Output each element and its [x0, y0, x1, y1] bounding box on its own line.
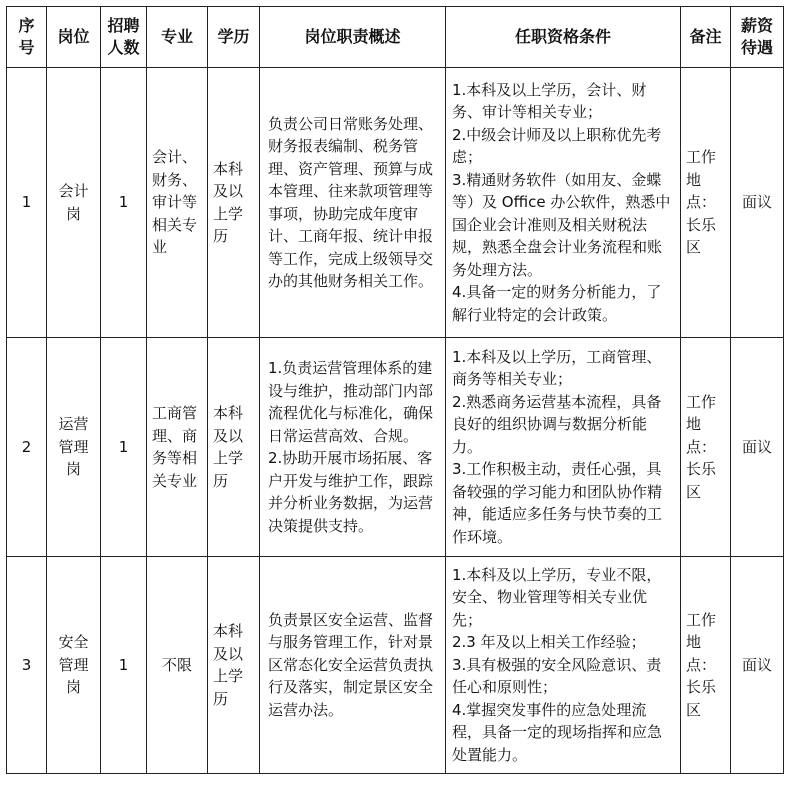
- cell-requirements: [446, 557, 681, 774]
- cell-count: 1: [101, 68, 147, 338]
- cell-requirements: [446, 68, 681, 338]
- cell-major: 工商管 理、商 务等相 关专业: [147, 338, 208, 557]
- header-duties: 岗位职责概述: [260, 7, 446, 68]
- cell-education: 本科 及以 上学 历: [208, 68, 260, 338]
- table-row: [7, 338, 784, 557]
- requirement-item: 1.本科及以上学历，工商管理、商务等相关专业；: [452, 347, 662, 389]
- duty-item: 1.负责运营管理体系的建设与维护，推动部门内部流程优化与标准化，确保日常运营高效、合规。: [268, 359, 434, 445]
- recruitment-table: [6, 6, 784, 774]
- cell-major: 不限: [147, 557, 208, 774]
- requirement-item: 2.熟悉商务运营基本流程，具备良好的组织协调与数据分析能力。: [452, 392, 662, 456]
- table-row: [7, 68, 784, 338]
- table-row: [7, 557, 784, 774]
- requirement-item: 3.具有极强的安全风险意识、责任心和原则性；: [452, 655, 662, 697]
- cell-position: 会计 岗: [47, 68, 101, 338]
- cell-position: 安全 管理 岗: [47, 557, 101, 774]
- cell-duties: 负责景区安全运营、监督与服务管理工作，针对景区常态化安全运营负责执行及落实，制定景区安全运营办法。: [260, 557, 446, 774]
- cell-remark: 工作 地 点： 长乐 区: [681, 338, 731, 557]
- cell-remark: 工作 地 点： 长乐 区: [681, 68, 731, 338]
- requirement-item: 3.工作积极主动，责任心强，具备较强的学习能力和团队协作精神，能适应多任务与快节奏的工作环境。: [452, 460, 663, 546]
- cell-salary: 面议: [731, 338, 784, 557]
- cell-seq: 3: [7, 557, 47, 774]
- cell-major: 会计、 财务、 审计等 相关专 业: [147, 68, 208, 338]
- header-seq: 序 号: [7, 7, 47, 68]
- cell-salary: 面议: [731, 557, 784, 774]
- cell-count: 1: [101, 557, 147, 774]
- header-position: 岗位: [47, 7, 101, 68]
- requirement-item: 4.掌握突发事件的应急处理流程，具备一定的现场指挥和应急处置能力。: [452, 700, 663, 764]
- header-major: 专业: [147, 7, 208, 68]
- cell-position: 运营 管理 岗: [47, 338, 101, 557]
- requirement-item: 2.3 年及以上相关工作经验；: [452, 633, 646, 652]
- cell-salary: 面议: [731, 68, 784, 338]
- cell-education: 本科 及以 上学 历: [208, 338, 260, 557]
- cell-education: 本科 及以 上学 历: [208, 557, 260, 774]
- requirement-item: 1.本科及以上学历，专业不限，安全、物业管理等相关专业优先；: [452, 565, 662, 629]
- cell-requirements: [446, 338, 681, 557]
- header-salary: 薪资 待遇: [731, 7, 784, 68]
- header-count: 招聘 人数: [101, 7, 147, 68]
- duty-item: 2.协助开展市场拓展、客户开发与维护工作，跟踪并分析业务数据，为运营决策提供支持。: [268, 449, 434, 535]
- requirement-item: 4.具备一定的财务分析能力，了解行业特定的会计政策。: [452, 283, 662, 324]
- requirement-item: 2.中级会计师及以上职称优先考虑；: [452, 125, 662, 167]
- cell-remark: 工作 地 点： 长乐 区: [681, 557, 731, 774]
- cell-seq: 2: [7, 338, 47, 557]
- requirement-item: 1.本科及以上学历，会计、财务、审计等相关专业；: [452, 80, 647, 122]
- cell-duties: [260, 338, 446, 557]
- cell-seq: 1: [7, 68, 47, 338]
- header-requirements: 任职资格条件: [446, 7, 681, 68]
- header-remark: 备注: [681, 7, 731, 68]
- header-row: [7, 7, 784, 68]
- header-education: 学历: [208, 7, 260, 68]
- cell-count: 1: [101, 338, 147, 557]
- requirement-item: 3.精通财务软件（如用友、金蝶等）及 Office 办公软件，熟悉中国企业会计准则及相关财税法规，熟悉全盘会计业务流程和账务处理方法。: [452, 170, 671, 279]
- cell-duties: 负责公司日常账务处理、财务报表编制、税务管理、资产管理、预算与成本管理、往来款项管理等事项，协助完成年度审计、工商年报、统计申报等工作，完成上级领导交办的其他财务相关工作。: [260, 68, 446, 338]
